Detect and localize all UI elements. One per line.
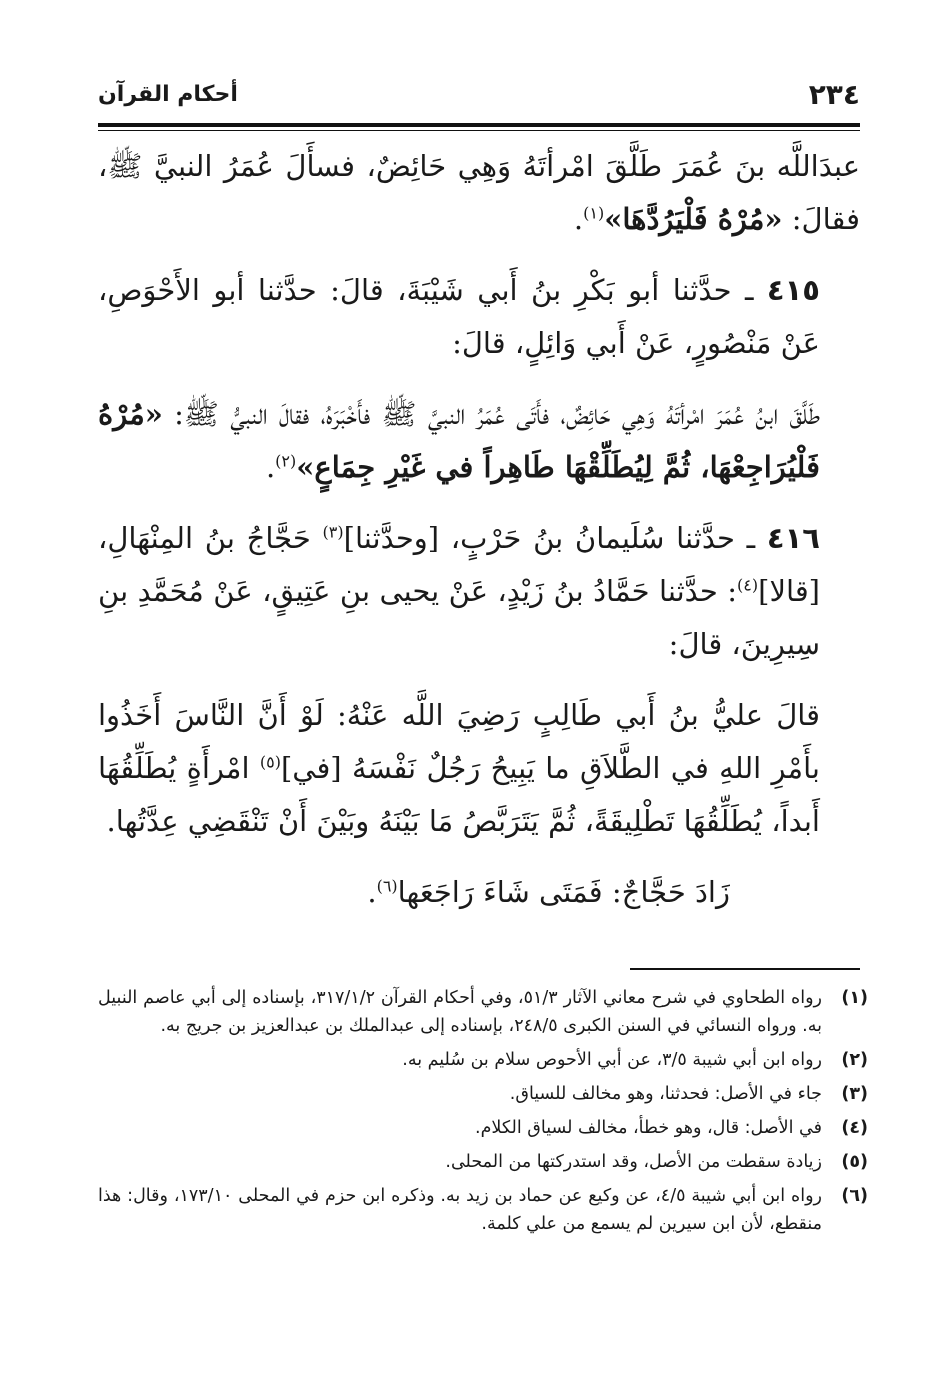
footnote-mark: (٦) (841, 1186, 868, 1206)
paragraph-5-text-a: قالَ عليُّ بنُ أَبي طَالِبٍ رَضِيَ اللَّه عَنْهُ: لَوْ أَنَّ النَّاسَ أَخَذُوا بأَمْرِ اللهِ في الطَّلاَقِ ما يَبِيحُ رَجُلٌ نَفْسَهُ [في] (98, 698, 820, 785)
paragraph-6-text: زَادَ حَجَّاجٌ: فَمَتَى شَاءَ رَاجَعَها (397, 875, 730, 909)
paragraph-3-end: . (265, 450, 276, 484)
footnotes-rule (630, 968, 860, 970)
footnote-mark: (٤) (841, 1118, 868, 1138)
header-rule-thin (98, 130, 860, 131)
paragraph-5 (98, 689, 860, 848)
footnote-ref-4: (٤) (737, 575, 759, 595)
paragraph-3-text: طَلَّقَ ابنُ عُمَرَ امْرأتَهُ وَهِي حَائِضٌ، فأَتَى عُمَرُ النبيَّ ﷺ فأَخْبَرَهُ، فقالَ النبيُّ ﷺ: (174, 397, 821, 431)
hadith-number-416: ٤١٦ (766, 521, 821, 555)
paragraph-1-end: . (573, 202, 584, 236)
footnote-text: رواه ابن أبي شيبة ٤/٥، عن وكيع عن حماد بن زيد به. وذكره ابن حزم في المحلى ١٧٣/١٠، وقال: هذا منقطع، لأن ابن سيرين لم يسمع من علي كلمة. (98, 1186, 822, 1234)
paragraph-1 (98, 140, 860, 246)
paragraph-3 (98, 388, 860, 494)
paragraph-6-end: . (367, 875, 377, 909)
paragraph-2 (98, 264, 860, 370)
running-head (98, 78, 860, 118)
hadith-number-415: ٤١٥ (766, 273, 820, 307)
footnote-mark: (٥) (841, 1152, 868, 1172)
page-number: ٢٣٤ (808, 78, 860, 111)
footnote-5 (98, 1148, 868, 1176)
footnote-ref-1: (١) (583, 203, 605, 223)
paragraph-2-text: ـ حدَّثنا أبو بَكْرِ بنُ أَبي شَيْبَةَ، قالَ: حدَّثنا أبو الأَحْوَصِ، عَنْ مَنْصُورٍ، عَنْ أَبي وَائِلٍ، قالَ: (98, 273, 820, 360)
footnote-mark: (٢) (841, 1050, 868, 1070)
book-title: أحكام القرآن (98, 82, 238, 107)
footnotes (98, 984, 868, 1244)
paragraph-5-text-b: امْرأَةٍ يُطَلِّقُهَا أَبداً، يُطَلِّقُهَا تَطْلِيقَةً، ثُمَّ يَتَرَبَّصُ مَا بَيْنَهُ وبَيْنَ أَنْ تَنْقَضِي عِدَّتُها. (98, 751, 820, 838)
paragraph-6 (98, 866, 860, 919)
footnote-mark: (٣) (841, 1084, 868, 1104)
paragraph-1-text: عبدَاللَّه بنَ عُمَرَ طَلَّقَ امْرأتَهُ وَهِي حَائِضٌ، فسأَلَ عُمَرُ النبيَّ ﷺ، فقالَ: (98, 149, 860, 236)
footnote-ref-6: (٦) (376, 876, 398, 896)
footnote-3 (98, 1080, 868, 1108)
main-text (98, 140, 860, 937)
paragraph-4 (98, 512, 860, 671)
footnote-6 (98, 1182, 868, 1238)
footnote-ref-3: (٣) (322, 522, 344, 542)
footnote-4 (98, 1114, 868, 1142)
footnote-ref-5: (٥) (259, 752, 281, 772)
footnote-text: رواه الطحاوي في شرح معاني الآثار ٥١/٣، وفي أحكام القرآن ٣١٧/١/٢، بإسناده إلى أبي عاصم النبيل به. ورواه النسائي في السنن الكبرى ٢٤٨/٥، بإسناده إلى عبدالملك بن عبدالعزيز بن جريج به. (98, 988, 822, 1036)
footnote-2 (98, 1046, 868, 1074)
paragraph-4-text-a: ـ حدَّثنا سُلَيمانُ بنُ حَرْبٍ، [وحدَّثنا] (343, 521, 756, 555)
paragraph-3-quote: «مُرْهُ فَلْيُرَاجِعْهَا، ثُمَّ لِيُطَلِّقْهَا طَاهِراً في غَيْرِ جِمَاعٍ» (98, 397, 820, 484)
footnote-text: زيادة سقطت من الأصل، وقد استدركتها من المحلى. (445, 1152, 822, 1172)
footnote-text: في الأصل: قال، وهو خطأ، مخالف لسياق الكلام. (475, 1118, 822, 1138)
header-rule-thick (98, 123, 860, 127)
paragraph-4-text-b: حَجَّاجُ بنُ المِنْهَالِ، [قالا] (98, 521, 820, 608)
footnote-text: رواه ابن أبي شيبة ٣/٥، عن أبي الأحوص سلام بن سُليم به. (402, 1050, 822, 1070)
footnote-1 (98, 984, 868, 1040)
footnote-ref-2: (٢) (275, 451, 297, 471)
footnote-text: جاء في الأصل: فحدثنا، وهو مخالف للسياق. (509, 1084, 822, 1104)
paragraph-4-text-c: : حدَّثنا حَمَّادُ بنُ زَيْدٍ، عَنْ يحيى بنِ عَتِيقٍ، عَنْ مُحَمَّدِ بنِ سِيرِينَ، قالَ: (98, 574, 820, 661)
footnote-mark: (١) (841, 988, 868, 1008)
paragraph-1-quote: «مُرْهُ فَلْيَرُدَّهَا» (604, 202, 783, 236)
